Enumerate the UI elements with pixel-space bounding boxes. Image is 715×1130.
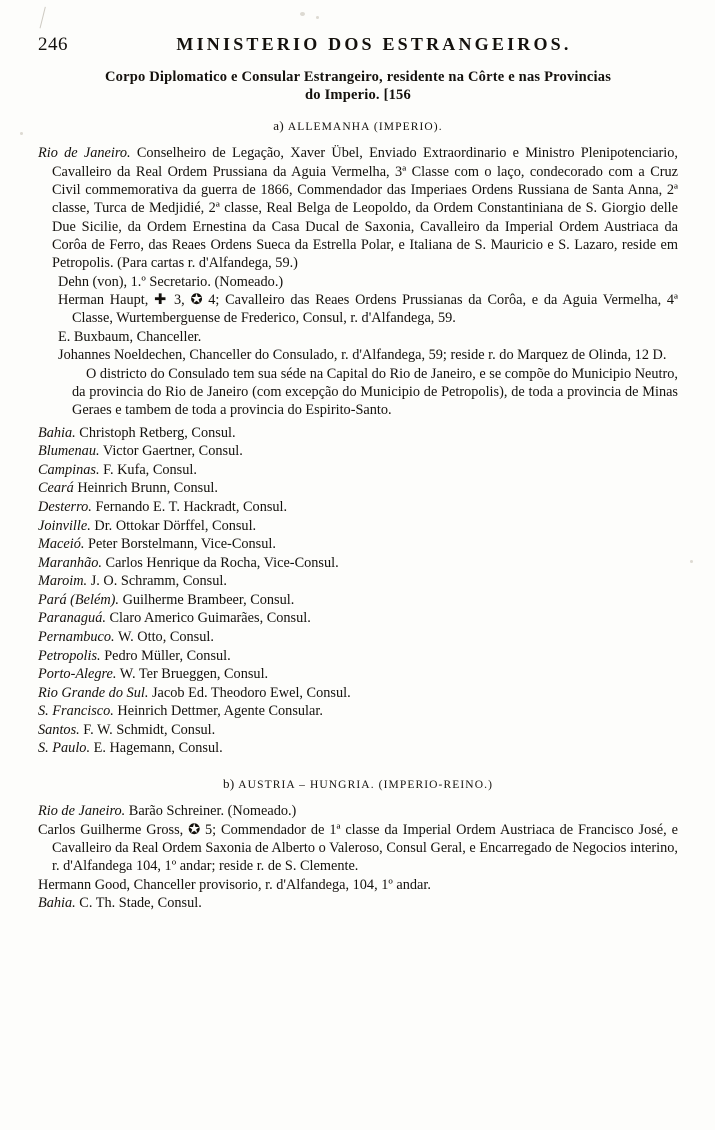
consul-place: Campinas. (38, 461, 100, 478)
consul-place: Petropolis. (38, 647, 101, 664)
entry-text: Dehn (von), 1.º Secretario. (Nomeado.) (58, 273, 284, 290)
consul-text: Peter Borstelmann, Vice-Consul. (84, 536, 276, 553)
entry-paragraph (38, 802, 678, 821)
consul-place: Maroim. (38, 573, 88, 590)
list-item (38, 721, 678, 740)
entry-paragraph (58, 328, 678, 346)
consul-place: Pará (Belém). (38, 591, 119, 608)
entry-place: Rio de Janeiro. (38, 145, 131, 162)
consul-place: S. Francisco. (38, 703, 114, 720)
consul-text: J. O. Schramm, Consul. (87, 573, 227, 590)
consul-place: Maranhão. (38, 554, 102, 571)
consul-text: Christoph Retberg, Consul. (75, 424, 236, 441)
consul-place: Paranaguá. (38, 610, 106, 627)
scan-speck (300, 12, 305, 16)
entry-paragraph (38, 144, 679, 273)
scan-speck (316, 16, 319, 19)
running-head: MINISTERIO DOS ESTRANGEIROS. (176, 34, 572, 54)
entry-text: Johannes Noeldechen, Chanceller do Consulado, r. d'Alfandega, 59; reside r. do Marquez de Olinda, 12 D. (58, 347, 667, 364)
page-subtitle (38, 68, 678, 104)
entry-text: E. Buxbaum, Chanceller. (58, 328, 202, 345)
list-item (38, 684, 678, 703)
consul-place: Bahia. (38, 895, 76, 912)
list-item (38, 739, 678, 758)
section-title: ALLEMANHA (IMPERIO). (287, 121, 443, 134)
list-item (38, 554, 678, 573)
page-subtitle-line2: do Imperio. [156 (305, 87, 411, 104)
entry-paragraph (38, 821, 678, 876)
list-item (38, 424, 678, 443)
list-item (38, 479, 678, 498)
consul-place: S. Paulo. (38, 740, 91, 757)
consul-place: Joinville. (38, 517, 91, 534)
list-item (38, 535, 678, 554)
entry-text: Barão Schreiner. (Nomeado.) (125, 803, 297, 820)
consul-text: W. Otto, Consul. (114, 629, 214, 645)
list-item (38, 461, 678, 480)
consul-place: Maceió. (38, 536, 85, 553)
consul-text: F. Kufa, Consul. (99, 461, 197, 478)
consul-text: Victor Gaertner, Consul. (99, 443, 243, 460)
consul-text: Carlos Henrique da Rocha, Vice-Consul. (101, 554, 339, 571)
section-heading-austria-hungria (38, 776, 678, 792)
consul-place: Blumenau. (38, 443, 100, 460)
list-item (38, 702, 678, 721)
list-item (38, 498, 678, 517)
consul-text: Heinrich Dettmer, Agente Consular. (113, 703, 323, 720)
consul-text: Dr. Ottokar Dörffel, Consul. (90, 517, 257, 534)
list-item (38, 517, 678, 536)
list-item (38, 628, 678, 647)
consul-place: Pernambuco. (38, 629, 115, 645)
list-item (38, 647, 678, 666)
page-subtitle-line1: Corpo Diplomatico e Consular Estrangeiro, residente na Côrte e nas Provincias (104, 69, 612, 85)
consul-text: C. Th. Stade, Consul. (75, 895, 202, 912)
list-item (38, 665, 678, 684)
entry-paragraph (38, 876, 678, 895)
entry-text: Carlos Guilherme Gross, ✪ 5; Commendador de 1ª classe da Imperial Ordem Austriaca de Francisco José, e Cavalleiro da Real Ordem Saxonia de Alberto o Valeroso, Consul Geral, e Encarregado de Negocios interino, r. d'Alfandega 104, 1º andar; reside r. de S. Clemente. (38, 821, 678, 875)
consul-text: Guilherme Brambeer, Consul. (119, 591, 295, 608)
page-content (38, 34, 678, 913)
section-title: AUSTRIA – HUNGRIA. (IMPERIO-REINO.) (238, 779, 494, 792)
consul-place: Bahia. (38, 424, 76, 441)
list-item (38, 609, 678, 628)
entry-text: Conselheiro de Legação, Xaver Übel, Enviado Extraordinario e Ministro Plenipotenciario, Cavalleiro da Real Ordem Prussiana da Aguia Vermelha, 3ª Classe com o laço, condecorado com a Cruz Civil commemorativa da guerra de 1866, Commendador das Imperiaes Ordens Russiana de Santa Anna, 2ª classe, Turca de Medjidié, 2ª classe, Real Belga de Leopoldo, da Ordem Constantiniana de S. Giorgio delle Due Sicilie, da Ordem Ernestina da Casa Ducal de Saxonia, Cavalleiro da Imperial Ordem Austriaca da Corôa de Ferro, das Reaes Ordens Sueca da Estrella Polar, e Italiana de S. Mauricio e S. Lazaro, reside em Petropolis. (Para cartas r. d'Alfandega, 59.) (52, 145, 679, 272)
consul-text: Pedro Müller, Consul. (100, 647, 231, 664)
list-item (38, 591, 678, 610)
consul-text: Fernando E. T. Hackradt, Consul. (91, 498, 288, 515)
consul-place: Porto-Alegre. (38, 666, 117, 683)
consul-text: F. W. Schmidt, Consul. (79, 721, 216, 738)
consul-place: Santos. (38, 721, 80, 738)
entry-paragraph (58, 291, 678, 328)
list-item (38, 572, 678, 591)
entry-text: O districto do Consulado tem sua séde na Capital do Rio de Janeiro, e se compõe do Municipio Neutro, da provincia do Rio de Janeiro (com excepção do Municipio de Petropolis), de toda a provincia de Minas Geraes e tambem de toda a provincia do Espirito-Santo. (72, 365, 678, 419)
section-heading-allemanha (38, 118, 678, 134)
consul-place: Ceará (38, 480, 74, 497)
entry-text: Hermann Good, Chanceller provisorio, r. d'Alfandega, 104, 1º andar. (38, 876, 431, 893)
consul-text: Claro Americo Guimarães, Consul. (105, 610, 311, 627)
entry-paragraph (72, 365, 678, 420)
entry-text: Herman Haupt, ✚ 3, ✪ 4; Cavalleiro das Reaes Ordens Prussianas da Corôa, e da Aguia Vermelha, 4ª Classe, Wurtemberguense de Frederico, Consul, r. d'Alfandega, 59. (58, 292, 678, 327)
entry-place: Rio de Janeiro. (38, 803, 126, 820)
consul-place: Rio Grande do Sul. (38, 684, 149, 701)
page-header (38, 34, 678, 60)
scan-artifact-mark (40, 7, 58, 31)
list-item (38, 894, 678, 913)
scan-speck (20, 132, 23, 135)
consul-text: E. Hagemann, Consul. (90, 740, 223, 757)
entry-paragraph (58, 273, 678, 291)
list-item (38, 442, 678, 461)
entry-paragraph (58, 346, 678, 364)
consul-text: W. Ter Brueggen, Consul. (116, 666, 269, 683)
folio-number: 246 (38, 34, 68, 55)
scan-speck (690, 560, 693, 563)
section-letter: b) (222, 776, 235, 792)
consul-text: Jacob Ed. Theodoro Ewel, Consul. (148, 684, 351, 701)
consul-place: Desterro. (38, 498, 92, 515)
section-letter: a) (273, 118, 285, 134)
consul-text: Heinrich Brunn, Consul. (73, 480, 218, 497)
